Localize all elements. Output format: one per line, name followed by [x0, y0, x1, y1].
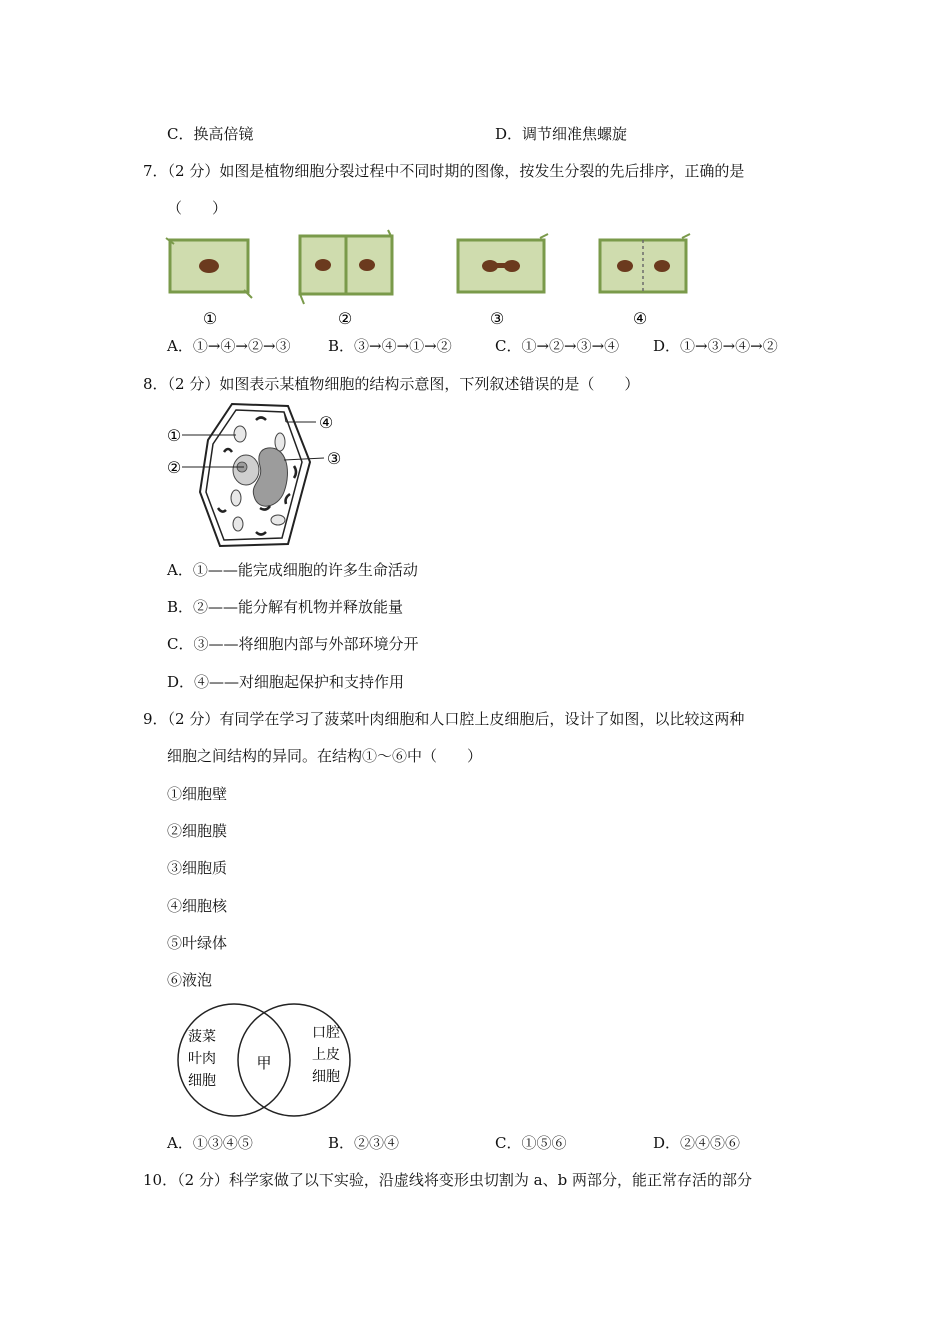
q7-label-4: ④: [632, 309, 648, 328]
venn-left-line-3: 细胞: [188, 1073, 216, 1089]
q9-item-6: ⑥液泡: [167, 971, 213, 989]
q9-item-4: ④细胞核: [167, 897, 228, 915]
q7-stem: 7．（2 分）如图是植物细胞分裂过程中不同时期的图像，按发生分裂的先后排序，正确的是: [143, 162, 745, 180]
q9-venn-diagram: [162, 1000, 362, 1120]
q7-option-c: C．①→②→③→④: [495, 337, 620, 355]
venn-right-line-3: 细胞: [312, 1069, 340, 1085]
q9-item-3: ③细胞质: [167, 859, 228, 877]
venn-right-line-1: 口腔: [312, 1025, 340, 1041]
q7-cell-1: [166, 238, 252, 298]
q9-item-2: ②细胞膜: [167, 822, 228, 840]
q8-label-3: ③: [326, 449, 342, 468]
venn-center-label: 甲: [256, 1054, 272, 1072]
q9-option-b: B．②③④: [328, 1134, 400, 1152]
q7-label-2: ②: [337, 309, 353, 328]
q7-cell-division-figure: [160, 228, 700, 333]
q9-stem-line-2: 细胞之间结构的异同。在结构①～⑥中（ ）: [167, 747, 483, 765]
q7-cell-2: [300, 230, 392, 304]
q7-cell-3: [458, 234, 548, 292]
q6-option-c: C．换高倍镜: [167, 125, 254, 143]
q9-stem-line-1: 9．（2 分）有同学在学习了菠菜叶肉细胞和人口腔上皮细胞后，设计了如图，以比较这两种: [143, 710, 745, 728]
q8-option-a: A．①——能完成细胞的许多生命活动: [167, 561, 418, 579]
q7-option-b: B．③→④→①→②: [328, 337, 452, 355]
q9-option-a: A．①③④⑤: [167, 1134, 253, 1152]
q7-label-3: ③: [489, 309, 505, 328]
q7-cell-4: [600, 234, 690, 292]
venn-left-line-1: 菠菜: [188, 1029, 216, 1045]
q9-option-d: D．②④⑤⑥: [653, 1134, 741, 1152]
venn-right-line-2: 上皮: [312, 1047, 340, 1063]
q10-stem: 10．（2 分）科学家做了以下实验，沿虚线将变形虫切割为 a、b 两部分，能正常存活的部分: [143, 1171, 752, 1189]
q6-option-d: D．调节细准焦螺旋: [495, 125, 628, 143]
q7-paren: （ ）: [167, 199, 228, 217]
q8-option-d: D．④——对细胞起保护和支持作用: [167, 673, 405, 691]
q8-option-b: B．②——能分解有机物并释放能量: [167, 598, 404, 616]
venn-left-line-2: 叶肉: [188, 1051, 216, 1067]
q9-item-5: ⑤叶绿体: [167, 934, 228, 952]
q8-label-1: ①: [166, 426, 182, 445]
q9-option-c: C．①⑤⑥: [495, 1134, 567, 1152]
q8-plant-cell-figure: [160, 400, 360, 552]
q8-option-c: C．③——将细胞内部与外部环境分开: [167, 635, 419, 653]
q8-stem: 8．（2 分）如图表示某植物细胞的结构示意图，下列叙述错误的是（ ）: [143, 375, 640, 393]
q8-label-4: ④: [318, 413, 334, 432]
q7-option-a: A．①→④→②→③: [167, 337, 291, 355]
q7-label-1: ①: [202, 309, 218, 328]
q8-label-2: ②: [166, 458, 182, 477]
q9-item-1: ①细胞壁: [167, 785, 228, 803]
q7-option-d: D．①→③→④→②: [653, 337, 778, 355]
